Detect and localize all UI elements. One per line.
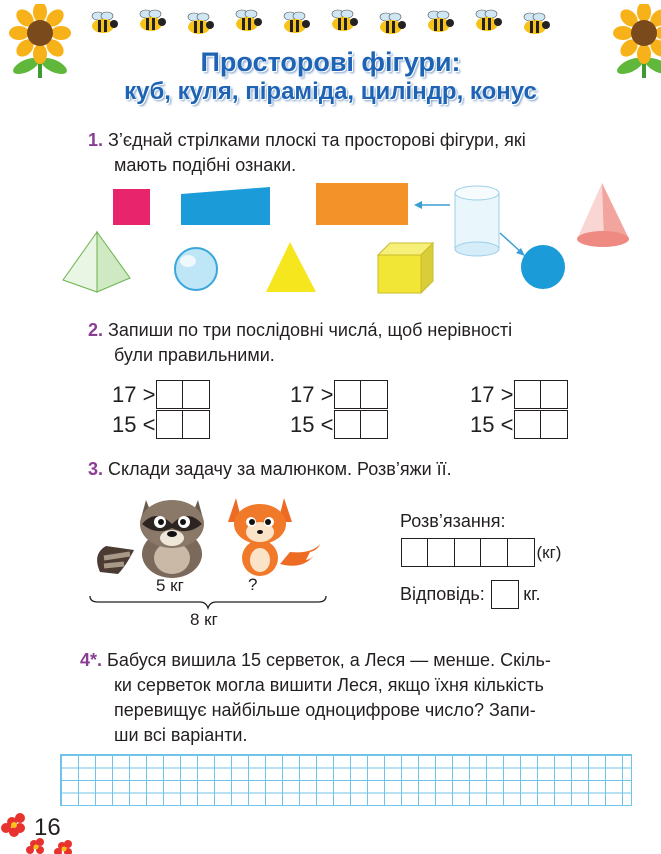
- solution-unit: (кг): [536, 542, 562, 562]
- raccoon-weight: 5 кг: [156, 576, 184, 595]
- pyramid-shape: [63, 232, 130, 292]
- answer-row: [400, 580, 540, 609]
- answer-boxes[interactable]: [515, 380, 568, 409]
- inequality-2-3: 15 <: [470, 410, 568, 439]
- answer-boxes[interactable]: [335, 380, 388, 409]
- task1-line2: мають подібні ознаки.: [114, 155, 297, 175]
- task1-shapes: [0, 175, 661, 305]
- task1-number: 1.: [88, 130, 104, 150]
- answer-boxes[interactable]: [157, 410, 210, 439]
- task2-line2: були правильними.: [114, 345, 275, 365]
- blue-circle-shape: [521, 245, 565, 289]
- task3-text: [88, 457, 638, 482]
- solution-row: [400, 538, 561, 567]
- task3-line: Склади задачу за малюнком. Розв’яжи її.: [108, 459, 452, 479]
- task4-line2: ки серветок могла вишити Леся, якщо їхня кількість: [114, 675, 544, 695]
- fox-icon: [220, 494, 325, 578]
- page-subtitle: куб, куля, піраміда, циліндр, конус: [124, 78, 537, 105]
- solution-boxes[interactable]: [402, 538, 535, 567]
- total-brace: [88, 594, 328, 610]
- task1-line1: З’єднай стрілками плоскі та просторові фігури, які: [108, 130, 526, 150]
- answer-boxes[interactable]: [157, 380, 210, 409]
- page-title: Просторові фігури:: [200, 47, 461, 77]
- task4-text: [80, 648, 640, 748]
- task2-number: 2.: [88, 320, 104, 340]
- inequality-2-2: 15 <: [290, 410, 388, 439]
- answer-unit: кг.: [523, 584, 541, 604]
- task3-number: 3.: [88, 459, 104, 479]
- answer-boxes[interactable]: [335, 410, 388, 439]
- yellow-triangle-shape: [266, 242, 316, 292]
- task1-text: [88, 128, 638, 178]
- bee-row-icon: [90, 8, 570, 38]
- inequality-2-1: 15 <: [112, 410, 210, 439]
- inequality-1-1: 17 >: [112, 380, 210, 409]
- total-weight: 8 кг: [190, 610, 218, 629]
- pink-square-shape: [113, 189, 150, 225]
- orange-rectangle-shape: [316, 183, 408, 225]
- page-number: 16: [34, 814, 61, 841]
- fox-weight: ?: [248, 575, 258, 594]
- task4-line3: перевищує найбільше одноцифрове число? Запи-: [114, 700, 536, 720]
- inequality-1-3: 17 >: [470, 380, 568, 409]
- task4-number: 4*.: [80, 650, 103, 670]
- answer-grid[interactable]: [60, 754, 632, 806]
- blue-trapezoid-shape: [181, 187, 270, 225]
- cone-shape: [577, 183, 629, 247]
- yellow-cube-shape: [378, 243, 433, 293]
- solution-label: Розв’язання:: [400, 511, 506, 531]
- task2-line1: Запиши по три послідовні числа́, щоб нерівності: [108, 320, 513, 340]
- answer-boxes[interactable]: [515, 410, 568, 439]
- task4-line4: ши всі варіанти.: [114, 725, 248, 745]
- inequality-1-2: 17 >: [290, 380, 388, 409]
- task2-text: [88, 318, 638, 368]
- answer-label: Відповідь:: [400, 584, 485, 604]
- task4-line1: Бабуся вишила 15 серветок, а Леся — менше. Скіль-: [107, 650, 551, 670]
- answer-box[interactable]: [493, 580, 520, 609]
- cylinder-shape: [455, 186, 499, 256]
- raccoon-icon: [90, 494, 220, 578]
- sphere-shape: [175, 248, 217, 290]
